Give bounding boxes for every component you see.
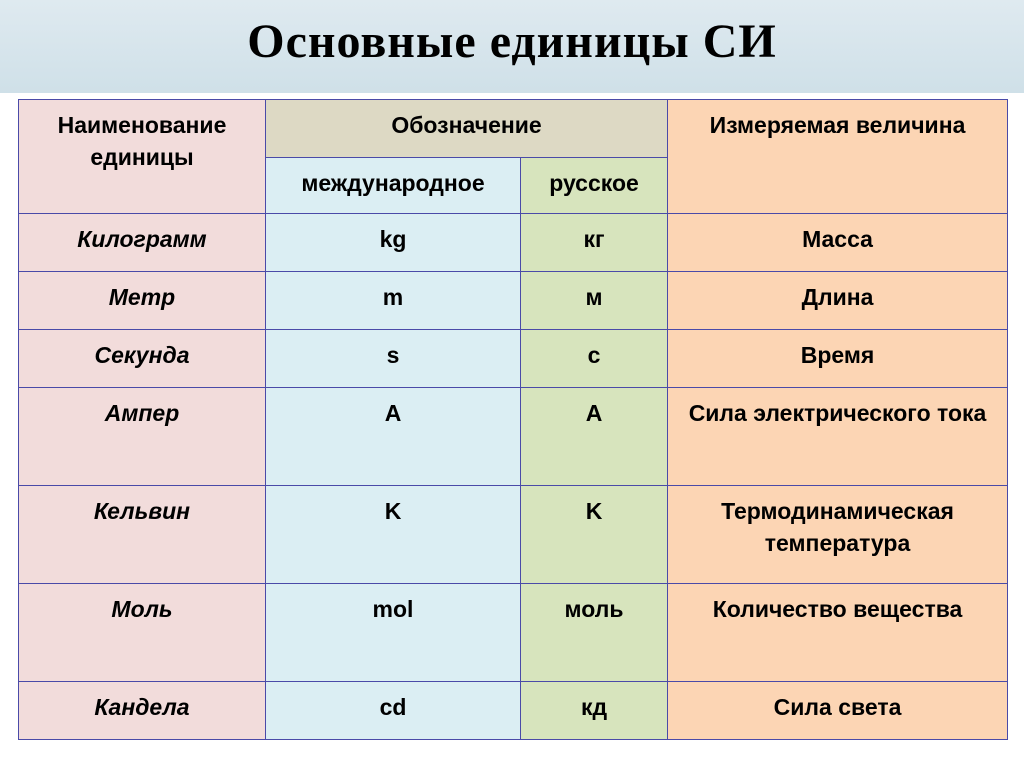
measured-quantity: Количество вещества [668,584,1008,682]
header-international: международное [266,158,521,214]
russian-symbol: A [521,388,668,486]
measured-quantity: Длина [668,272,1008,330]
measured-quantity: Время [668,330,1008,388]
measured-quantity: Сила света [668,682,1008,740]
russian-symbol: моль [521,584,668,682]
russian-symbol: м [521,272,668,330]
unit-name: Метр [19,272,266,330]
russian-symbol: K [521,486,668,584]
table-row [19,486,1008,584]
table-row [19,388,1008,486]
unit-name: Ампер [19,388,266,486]
header-measured-quantity: Измеряемая величина [668,100,1008,214]
unit-name: Килограмм [19,214,266,272]
measured-quantity: Масса [668,214,1008,272]
unit-name: Секунда [19,330,266,388]
unit-name: Кельвин [19,486,266,584]
header-row-top [19,100,1008,158]
table-row [19,682,1008,740]
international-symbol: cd [266,682,521,740]
header-russian: русское [521,158,668,214]
si-units-table [18,99,1008,740]
international-symbol: K [266,486,521,584]
table-row [19,272,1008,330]
russian-symbol: кд [521,682,668,740]
table-row [19,330,1008,388]
unit-name: Кандела [19,682,266,740]
table-row [19,214,1008,272]
international-symbol: A [266,388,521,486]
unit-name: Моль [19,584,266,682]
page-title: Основные единицы СИ [247,15,777,68]
title-bar [0,0,1024,93]
international-symbol: kg [266,214,521,272]
header-designation: Обозначение [266,100,668,158]
international-symbol: s [266,330,521,388]
international-symbol: mol [266,584,521,682]
russian-symbol: с [521,330,668,388]
header-unit-name: Наименование единицы [19,100,266,214]
measured-quantity: Сила электрического тока [668,388,1008,486]
table-row [19,584,1008,682]
international-symbol: m [266,272,521,330]
russian-symbol: кг [521,214,668,272]
measured-quantity: Термодинамическая температура [668,486,1008,584]
